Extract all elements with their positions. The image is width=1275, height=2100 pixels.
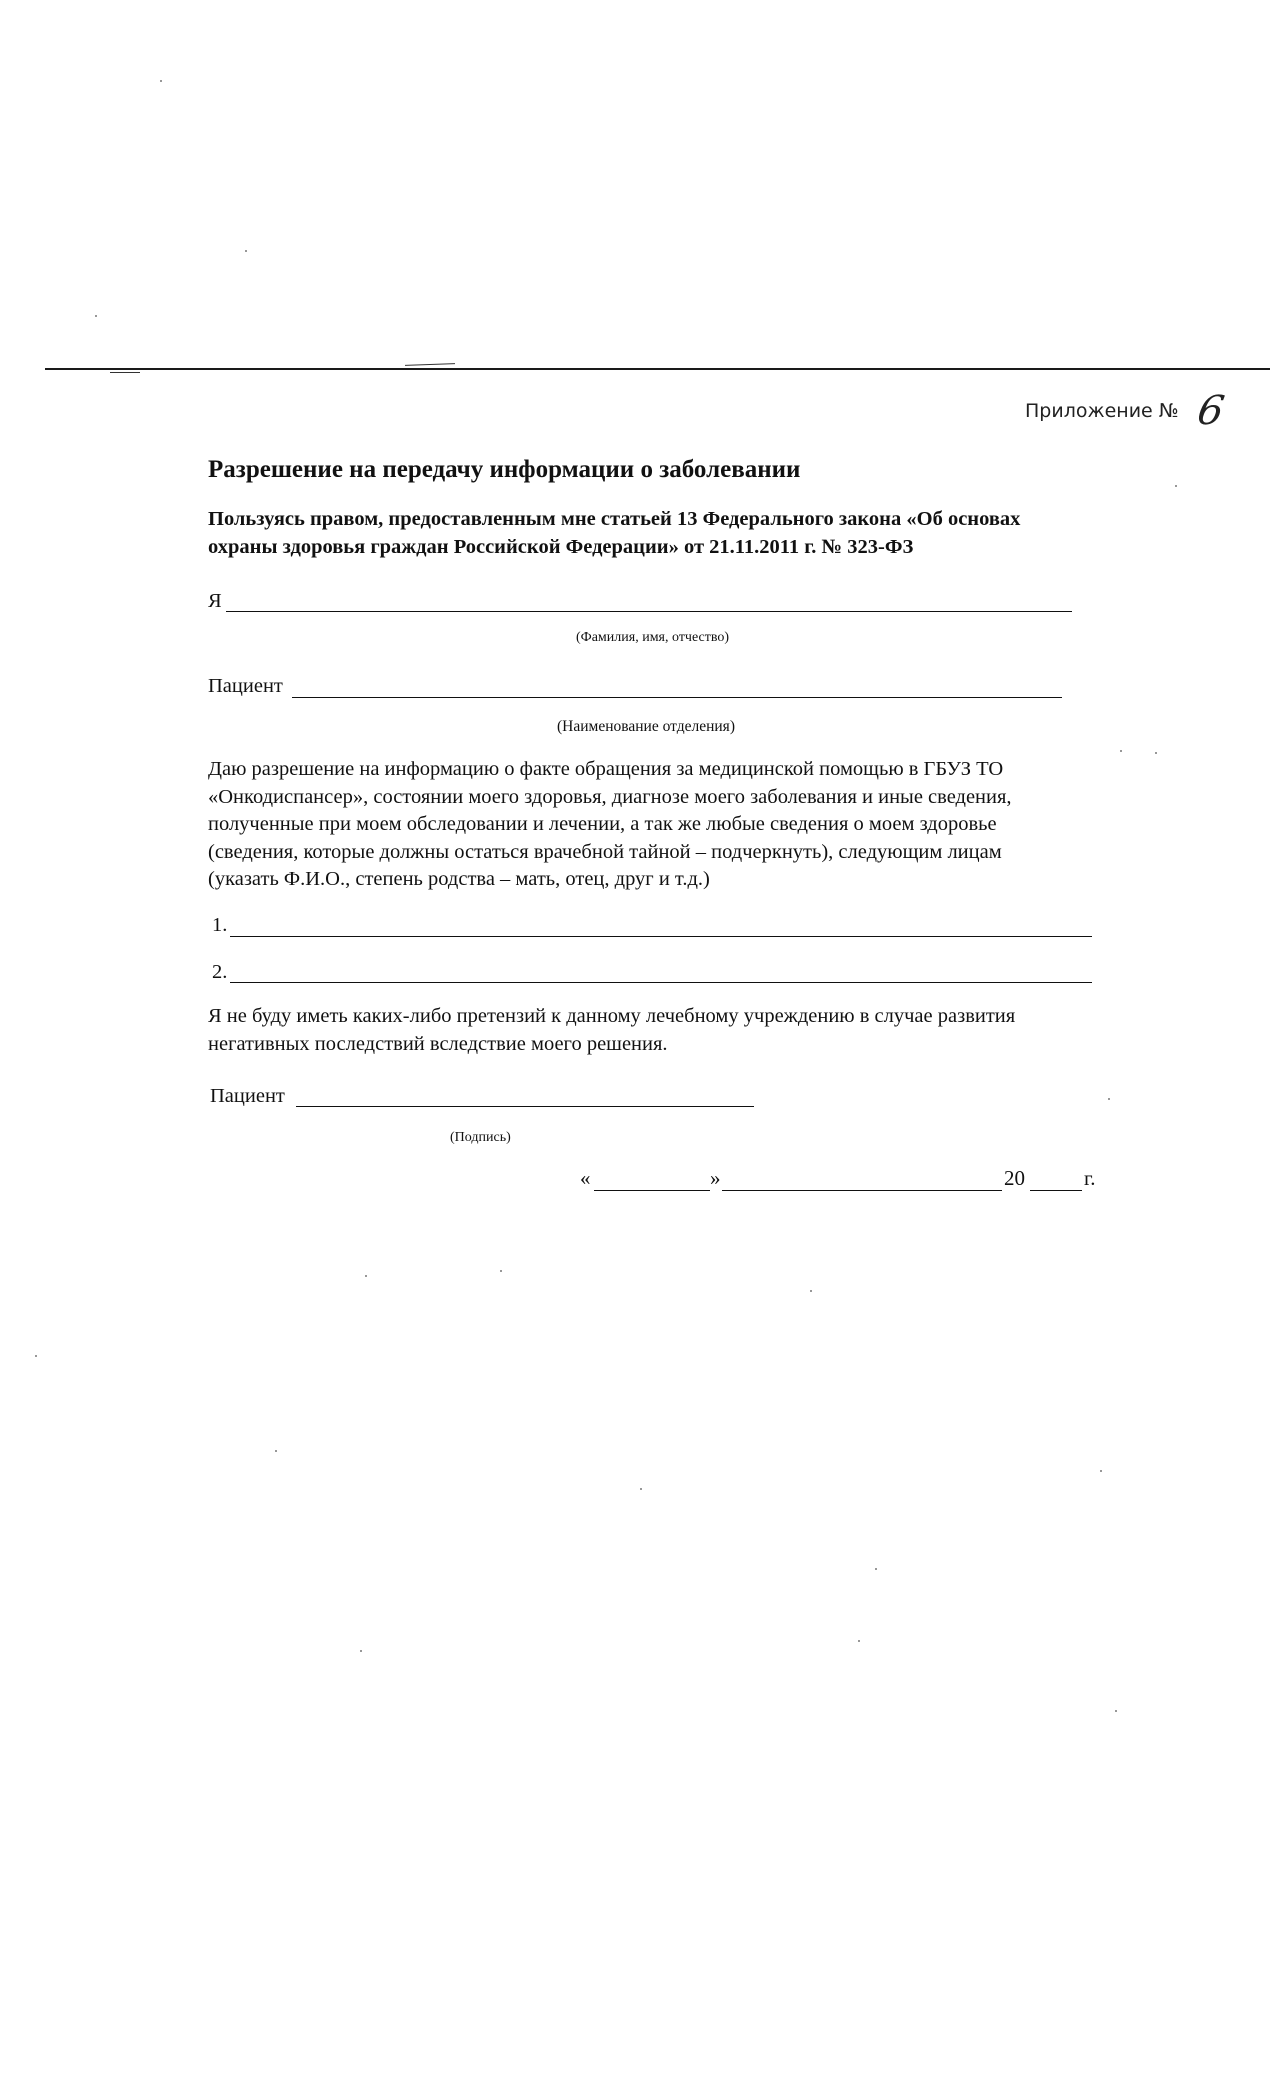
signature-field[interactable] — [296, 1106, 754, 1107]
scan-speck — [95, 315, 97, 317]
person-2-label: 2. — [212, 961, 228, 983]
scan-speck — [160, 80, 162, 82]
scan-speck — [1155, 752, 1157, 754]
appendix-number: 6 — [1193, 388, 1228, 434]
subtitle-line: Пользуясь правом, предоставленным мне статьей 13 Федерального закона «Об основах — [208, 508, 1021, 530]
scan-speck — [810, 1290, 812, 1292]
consent-paragraph — [208, 756, 1128, 894]
date-year-prefix: 20 — [1004, 1166, 1025, 1190]
full-name-label: Я — [208, 590, 222, 612]
department-caption: (Наименование отделения) — [557, 718, 735, 735]
scan-speck — [275, 1450, 277, 1452]
scan-divider-line — [45, 368, 1270, 370]
scan-speck — [360, 1650, 362, 1652]
scan-speck — [1120, 750, 1122, 752]
signature-caption: (Подпись) — [450, 1130, 511, 1145]
date-month-field[interactable] — [722, 1190, 1002, 1191]
person-1-label: 1. — [212, 914, 228, 936]
full-name-field[interactable] — [226, 611, 1072, 612]
scan-speck — [500, 1270, 502, 1272]
scan-speck — [1175, 485, 1177, 487]
disclaimer-line: негативных последствий вследствие моего решения. — [208, 1032, 668, 1055]
disclaimer-line: Я не буду иметь каких-либо претензий к данному лечебному учреждению в случае развития — [208, 1005, 1016, 1027]
consent-line: (сведения, которые должны остаться врачебной тайной – подчеркнуть), следующим лицам — [208, 840, 1002, 863]
signature-label: Пациент — [210, 1085, 285, 1107]
date-year-field[interactable] — [1030, 1190, 1082, 1191]
scan-speck — [875, 1568, 877, 1570]
date-close-quote: » — [710, 1166, 721, 1190]
full-name-caption: (Фамилия, имя, отчество) — [576, 630, 730, 645]
scan-speck — [35, 1355, 37, 1357]
department-label: Пациент — [208, 675, 283, 697]
scan-speck — [640, 1488, 642, 1490]
date-day-field[interactable] — [594, 1190, 710, 1191]
document-title: Разрешение на передачу информации о заболевании — [208, 456, 801, 483]
scan-speck — [1100, 1470, 1102, 1472]
scan-speck — [365, 1275, 367, 1277]
scan-speck — [1108, 1098, 1110, 1100]
document-subtitle — [208, 505, 1128, 561]
consent-line: Даю разрешение на информацию о факте обращения за медицинской помощью в ГБУЗ ТО — [208, 758, 1004, 780]
consent-line: полученные при моем обследовании и лечении, а так же любые сведения о моем здоровье — [208, 813, 997, 835]
consent-line: (указать Ф.И.О., степень родства – мать, отец, друг и т.д.) — [208, 868, 710, 890]
date-year-suffix: г. — [1084, 1166, 1096, 1190]
person-2-field[interactable] — [230, 982, 1092, 983]
department-field[interactable] — [292, 697, 1062, 698]
appendix-label: Приложение № — [1025, 400, 1179, 422]
scan-speck — [858, 1640, 860, 1642]
date-open-quote: « — [580, 1166, 591, 1190]
subtitle-line: охраны здоровья граждан Российской Федерации» от 21.11.2011 г. № 323-ФЗ — [208, 536, 914, 558]
scan-mark — [110, 372, 140, 373]
scan-mark — [405, 363, 455, 366]
scan-speck — [1115, 1710, 1117, 1712]
disclaimer-paragraph — [208, 1003, 1128, 1058]
person-1-field[interactable] — [230, 936, 1092, 937]
consent-line: «Онкодиспансер», состоянии моего здоровья, диагнозе моего заболевания и иные сведения, — [208, 785, 1012, 808]
scan-speck — [245, 250, 247, 252]
